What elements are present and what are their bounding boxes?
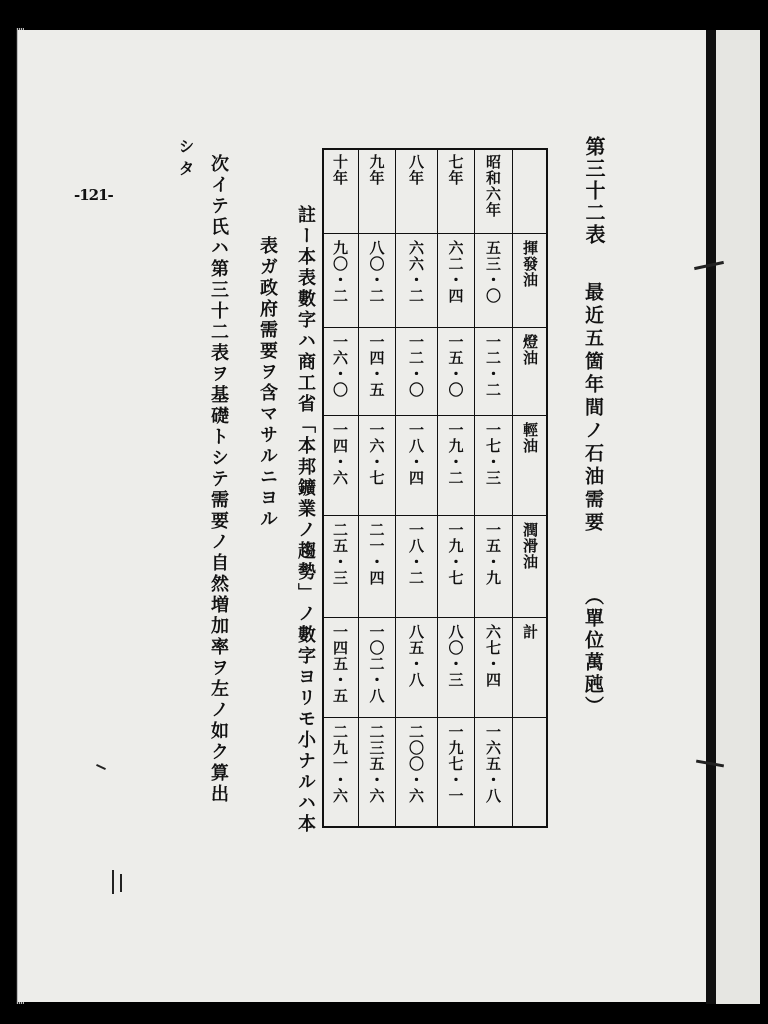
table-unit: （單位萬瓲） — [582, 586, 604, 718]
table-value-cell-text: 六二・四 — [446, 240, 465, 304]
year-header-cell-text: 八年 — [407, 154, 425, 186]
body-text-line-2: シタ — [176, 138, 195, 182]
margin-stroke-mark — [112, 870, 114, 894]
book-spine — [706, 30, 716, 1004]
table-value-cell-text: 一六・七 — [367, 422, 386, 486]
table-value-cell-text: 五三・〇 — [484, 240, 502, 304]
margin-stroke-mark — [120, 874, 122, 892]
table-value-cell-text: 一六・〇 — [331, 334, 349, 398]
year-header-cell-text: 九年 — [367, 154, 386, 186]
table-value-cell-text: 六七・四 — [484, 624, 502, 688]
year-header-cell-text: 昭和六年 — [484, 154, 502, 218]
table-value-cell-text: 一八・二 — [407, 522, 425, 586]
table-value-cell-text: 二三五・六 — [367, 724, 386, 804]
table-value-cell-text: 二九一・六 — [331, 724, 349, 804]
table-value-cell-text: 一九七・一 — [446, 724, 465, 804]
table-value-cell-text: 一四・六 — [331, 422, 349, 486]
table-value-cell-text: 一四・五 — [367, 334, 386, 398]
column-header-cell-text: 計 — [521, 624, 539, 640]
table-value-cell-text: 一七・三 — [484, 422, 502, 486]
table-value-cell-text: 九〇・二 — [331, 240, 349, 304]
table-value-cell-text: 一四五・五 — [331, 624, 349, 704]
table-value-cell-text: 一二・二 — [484, 334, 502, 398]
column-header-cell-text: 揮發油 — [521, 240, 539, 288]
table-value-cell-text: 六六・二 — [407, 240, 425, 304]
table-value-cell-text: 一九・二 — [446, 422, 465, 486]
body-text-line-1: 次イテ氏ハ第三十二表ヲ基礎トシテ需要ノ自然増加率ヲ左ノ如ク算出 — [208, 154, 229, 805]
table-value-cell-text: 八五・八 — [407, 624, 425, 688]
table-number-heading: 第三十二表 — [582, 136, 606, 246]
table-value-cell-text: 二五・三 — [331, 522, 349, 586]
table-value-cell-text: 一〇二・八 — [367, 624, 386, 704]
table-value-cell-text: 八〇・三 — [446, 624, 465, 688]
note-line-1: 註ー本表數字ハ商工省「本邦鑛業ノ趨勢」ノ數字ヨリモ小ナルハ本 — [295, 205, 316, 835]
table-value-cell-text: 一二・〇 — [407, 334, 425, 398]
table-value-cell-text: 一六五・八 — [484, 724, 502, 804]
table-value-cell-text: 一九・七 — [446, 522, 465, 586]
table-frame — [322, 148, 548, 828]
column-header-cell-text: 燈油 — [521, 334, 539, 366]
column-header-cell-text: 潤滑油 — [521, 522, 539, 570]
year-header-cell-text: 七年 — [446, 154, 465, 186]
note-line-2: 表ガ政府需要ヲ含マサルニヨル — [257, 236, 278, 530]
table-value-cell-text: 一五・九 — [484, 522, 502, 586]
column-header-cell-text: 輕油 — [521, 422, 539, 454]
table-value-cell-text: 二〇〇・六 — [407, 724, 425, 804]
table-title: 最近五箇年間ノ石油需要 — [582, 282, 604, 535]
adjacent-page-strip — [716, 30, 760, 1004]
table-value-cell-text: 一五・〇 — [446, 334, 465, 398]
table-value-cell-text: 二一・四 — [367, 522, 386, 586]
table-value-cell-text: 一八・四 — [407, 422, 425, 486]
table-value-cell-text: 八〇・二 — [367, 240, 386, 304]
year-header-cell-text: 十年 — [331, 154, 349, 186]
page-number: -121- — [74, 186, 113, 204]
